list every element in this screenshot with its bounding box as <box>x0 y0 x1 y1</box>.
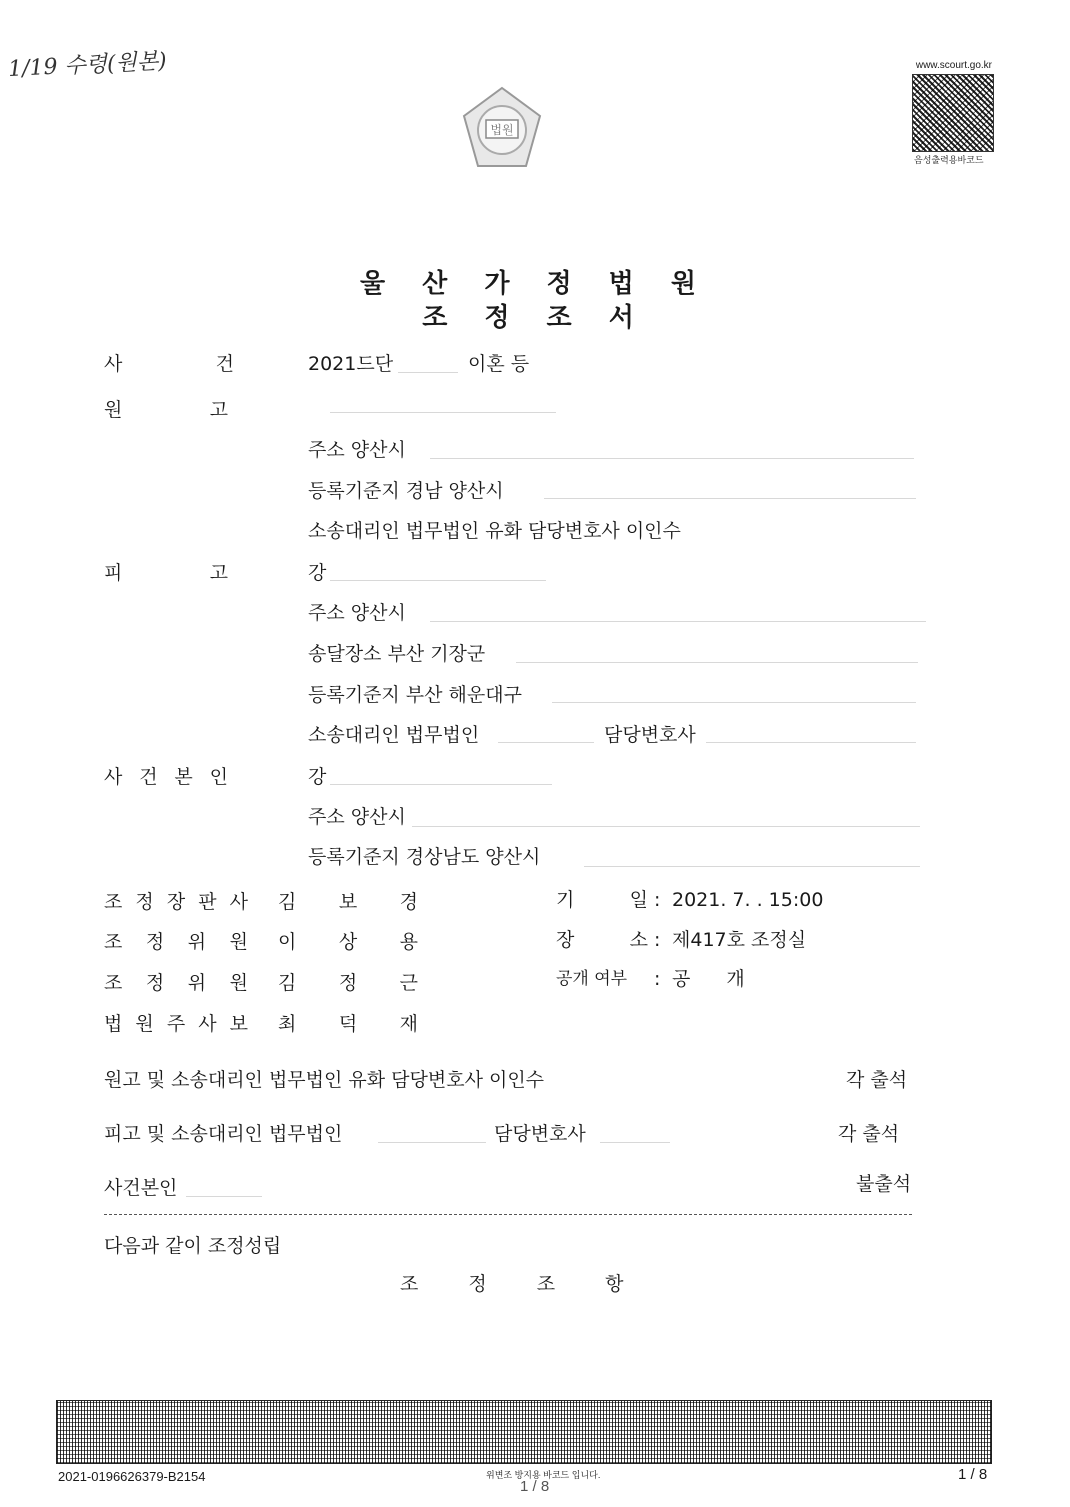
official-name-1: 김 보 경 <box>278 891 418 913</box>
principal-address: 주소 양산시 <box>308 806 406 828</box>
plaintiff-label: 원 고 <box>104 399 228 421</box>
defendant-label: 피 고 <box>104 562 228 584</box>
principal-label: 사 건 본 인 <box>104 766 228 788</box>
handwritten-note: 1/19 수령(원본) <box>7 48 168 83</box>
anti-forgery-notice: 위변조 방지용 바코드 입니다. <box>486 1470 601 1480</box>
official-name-3: 김 정 근 <box>278 972 418 994</box>
defendant-attorney-lawyer: 담당변호사 <box>604 724 696 746</box>
attendance-defendant: 피고 및 소송대리인 법무법인 <box>104 1123 343 1145</box>
plaintiff-attorney: 소송대리인 법무법인 유화 담당변호사 이인수 <box>308 520 681 542</box>
official-name-4: 최 덕 재 <box>278 1013 418 1035</box>
seal-text: 법원 <box>490 123 514 137</box>
voice-barcode <box>912 74 994 152</box>
official-role-1: 조 정 장 판 사 <box>104 891 248 913</box>
page-number-small: 1 / 8 <box>520 1478 550 1495</box>
attendance-plaintiff-status: 각 출석 <box>846 1069 908 1091</box>
defendant-name: 강 <box>308 562 327 584</box>
section-title: 조 정 조 항 <box>400 1273 646 1295</box>
session-public-value: 공 개 <box>672 968 745 990</box>
principal-name: 강 <box>308 766 327 788</box>
session-date-value: 2021. 7. . 15:00 <box>672 889 824 911</box>
defendant-address: 주소 양산시 <box>308 602 406 624</box>
attendance-plaintiff: 원고 및 소송대리인 법무법인 유화 담당변호사 이인수 <box>104 1069 545 1091</box>
anti-forgery-barcode <box>56 1400 992 1464</box>
case-number: 2021드단 <box>308 353 394 375</box>
session-place-label: 장 소 <box>556 929 648 951</box>
attendance-defendant-status: 각 출석 <box>838 1123 900 1145</box>
official-role-4: 법 원 주 사 보 <box>104 1013 248 1035</box>
defendant-registry: 등록기준지 부산 해운대구 <box>308 684 522 706</box>
site-url: www.scourt.go.kr <box>915 60 992 71</box>
case-type: 이혼 등 <box>468 353 530 375</box>
principal-registry: 등록기준지 경상남도 양산시 <box>308 846 541 868</box>
session-place-value: 제417호 조정실 <box>672 929 807 951</box>
session-public-label: 공개 여부 <box>556 969 628 989</box>
official-name-2: 이 상 용 <box>278 931 418 953</box>
session-date-label: 기 일 <box>556 889 648 911</box>
conclusion: 다음과 같이 조정성립 <box>104 1235 282 1257</box>
defendant-attorney-firm: 소송대리인 법무법인 <box>308 724 480 746</box>
separator <box>104 1214 912 1215</box>
plaintiff-address: 주소 양산시 <box>308 439 406 461</box>
court-name: 울 산 가 정 법 원 <box>360 269 710 299</box>
attendance-principal: 사건본인 <box>104 1177 178 1199</box>
attendance-principal-status: 불출석 <box>856 1173 912 1195</box>
plaintiff-registry: 등록기준지 경남 양산시 <box>308 480 504 502</box>
defendant-service: 송달장소 부산 기장군 <box>308 643 486 665</box>
court-seal-icon <box>462 86 542 172</box>
attendance-defendant-lawyer: 담당변호사 <box>494 1123 586 1145</box>
case-label: 사 건 <box>104 353 234 375</box>
official-role-2: 조 정 위 원 <box>104 931 248 953</box>
official-role-3: 조 정 위 원 <box>104 972 248 994</box>
page-number: 1 / 8 <box>958 1466 988 1483</box>
document-title: 조 정 조 서 <box>422 303 648 333</box>
barcode-caption: 음성출력용바코드 <box>914 156 984 166</box>
document-id: 2021-0196626379-B2154 <box>58 1469 206 1484</box>
